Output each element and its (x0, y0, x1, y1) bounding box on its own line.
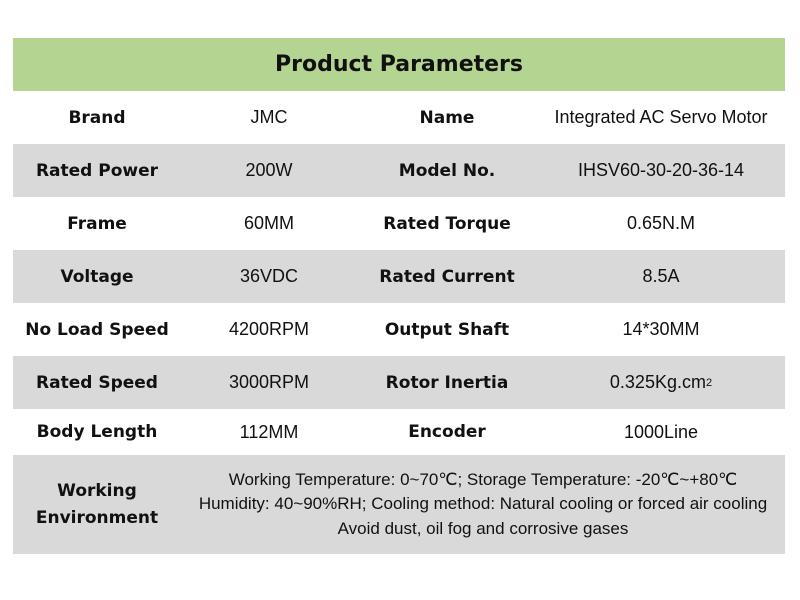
environment-line: Avoid dust, oil fog and corrosive gases (337, 518, 629, 538)
param-value: 3000RPM (228, 372, 310, 392)
param-value: 0.65N.M (626, 213, 696, 233)
environment-line: Working Temperature: 0~70℃; Storage Temperature: -20℃~+80℃ (228, 469, 738, 489)
param-value: 36VDC (239, 266, 299, 286)
param-label: No Load Speed (25, 319, 169, 340)
environment-label-line: Environment (35, 507, 159, 528)
param-label: Body Length (36, 422, 158, 442)
param-value: Integrated AC Servo Motor (554, 107, 768, 127)
superscript-exponent: 2 (705, 376, 713, 389)
param-label: Name (419, 107, 475, 128)
param-label: Rated Torque (383, 213, 511, 234)
table-row (13, 197, 785, 250)
param-label: Output Shaft (384, 319, 510, 340)
param-value: 4200RPM (228, 319, 310, 339)
param-value: 14*30MM (622, 319, 700, 339)
rotor-inertia-value: 0.325Kg.cm (609, 372, 706, 392)
param-value: 8.5A (642, 266, 680, 286)
param-value: 1000Line (623, 421, 699, 442)
param-value: 60MM (243, 213, 294, 233)
table-row (13, 144, 785, 197)
environment-label (13, 455, 181, 554)
param-label: Encoder (408, 422, 486, 442)
environment-row (13, 455, 785, 554)
table-row (13, 356, 785, 409)
param-value: 112MM (239, 421, 299, 442)
param-label: Model No. (398, 160, 496, 181)
environment-value (181, 455, 785, 554)
table-title: Product Parameters (13, 38, 785, 91)
environment-label-line: Working (57, 480, 137, 501)
param-label: Rated Power (35, 160, 159, 181)
param-label: Rotor Inertia (385, 372, 509, 393)
product-parameters-table (13, 38, 785, 554)
param-label: Rated Speed (36, 372, 158, 393)
param-label: Rated Current (379, 266, 515, 287)
param-value: JMC (250, 107, 288, 127)
param-value: IHSV60-30-20-36-14 (577, 160, 745, 180)
param-label: Voltage (60, 266, 134, 287)
param-label: Brand (68, 107, 126, 128)
table-row (13, 250, 785, 303)
param-value (537, 356, 785, 409)
table-row (13, 91, 785, 144)
environment-line: Humidity: 40~90%RH; Cooling method: Natural cooling or forced air cooling (198, 494, 768, 514)
table-row (13, 303, 785, 356)
param-value: 200W (245, 160, 293, 180)
param-label: Frame (67, 213, 127, 234)
table-row (13, 409, 785, 455)
